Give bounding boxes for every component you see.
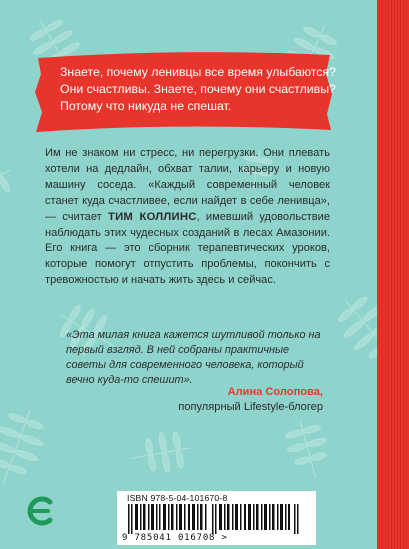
- banner-text: [60, 64, 336, 115]
- author-name: ТИМ КОЛЛИНС: [107, 210, 197, 223]
- quote-attribution: [178, 385, 323, 415]
- reviewer-name: Алина Солопова,: [227, 386, 323, 398]
- review-quote: «Эта милая книга кажется шутливой только на первый взгляд. В ней собраны практичные советы для современного человека, который вечно куда-то спешит».: [66, 329, 321, 386]
- publisher-logo-icon: [24, 492, 54, 530]
- barcode-digits: 9 785041 016708 >: [122, 533, 228, 543]
- spine-stripe: [377, 0, 409, 549]
- banner-line: Потому что никуда не спешат.: [60, 99, 232, 113]
- reviewer-role: популярный Lifestyle-блогер: [178, 401, 323, 413]
- banner: [34, 50, 334, 133]
- barcode-icon: [128, 504, 306, 534]
- isbn-text: ISBN 978-5-04-101670-8: [127, 493, 228, 503]
- banner-line: Знаете, почему ленивцы все время улыбаются?: [60, 65, 336, 79]
- blurb-text: , имевший удовольствие наблюдать этих чудесных созданий в лесах Амазонии. Его книга — это сборник терапевтических уроков, которые помогут отпустить проблемы, покончить с тревожностью и начать жить здесь и сейчас.: [45, 210, 331, 287]
- description-paragraph: [45, 146, 330, 289]
- blurb-text: Им не знаком ни стресс, ни перегрузки. Они плевать хотели на дедлайн, обхват талии, карьеру и новую машину соседа. «Каждый современный человек станет куда счастливее, если найдет в себе ленивца», — считает: [45, 147, 330, 223]
- banner-line: Они счастливы. Знаете, почему они счастливы?: [60, 82, 336, 96]
